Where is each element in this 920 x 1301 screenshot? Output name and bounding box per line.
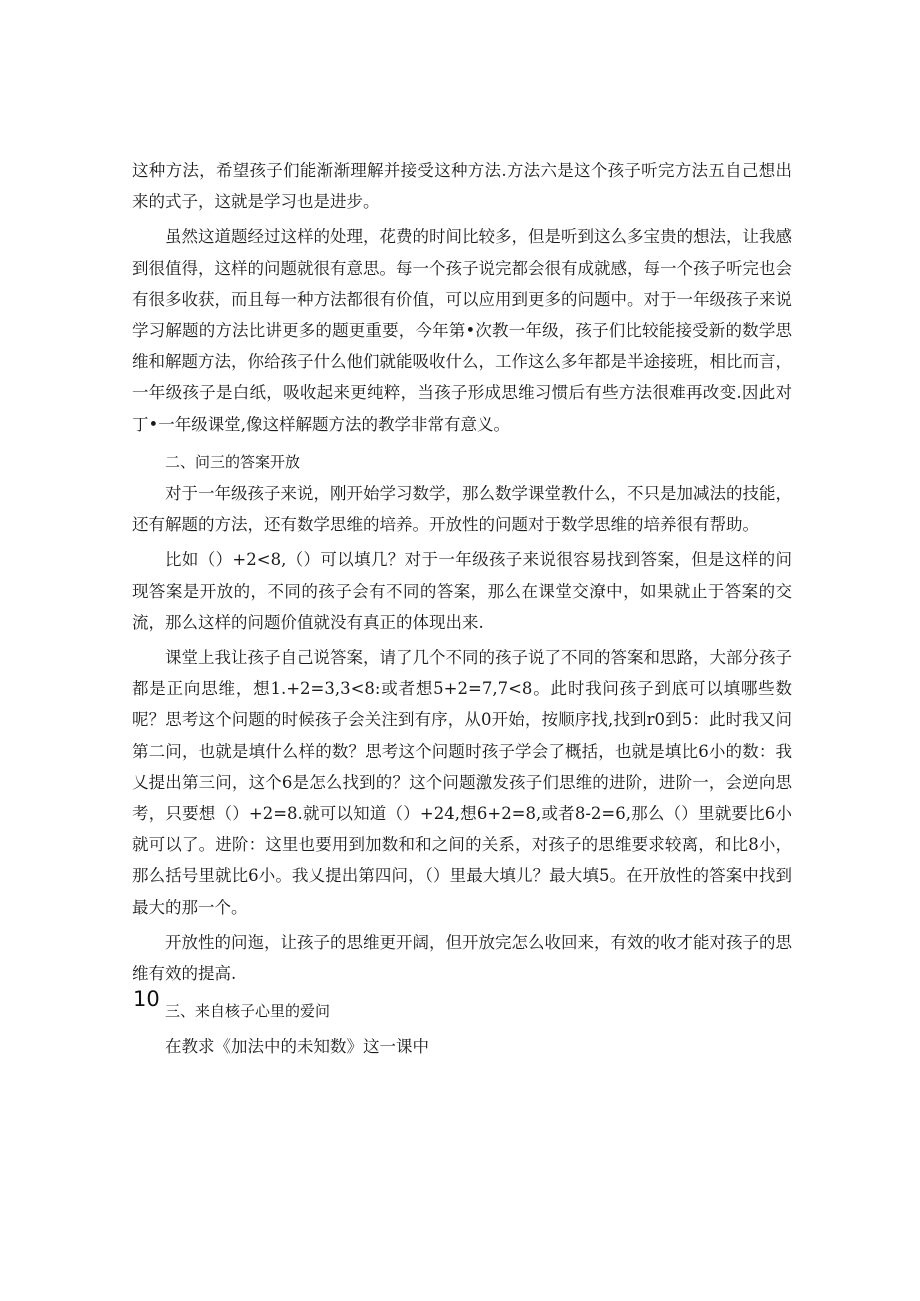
spacer bbox=[132, 440, 792, 447]
section-heading-open-answers: 二、问三的答案开放 bbox=[165, 452, 301, 471]
paragraph-first-grade-math: 对于一年级孩子来说，刚开始学习数学，那么数学课堂教什么，不只是加减法的技能，还有解题的方法，还有数学思维的培养。开放性的问题对于数学思维的培养很有帮助。 bbox=[132, 484, 792, 535]
section-heading-child-questions: 三、来自核子心里的爱问 bbox=[165, 1002, 331, 1021]
spacer bbox=[132, 989, 792, 996]
paragraph-example-question: 比如（）+2<8,（）可以填几？对于一年级孩子来说很容易找到答案，但是这样的问现答案是开放的，不同的孩子会有不同的答案，那么在课堂交潦中，如果就止于答案的交流，那么这样的问题价值就没有真正的体现出来. bbox=[132, 550, 792, 632]
paragraph-open-questions: 开放性的问迤，让孩子的思维更开阔，但开放完怎么收回来，有效的收才能对孩子的思维有效的提高. bbox=[132, 932, 792, 984]
paragraph-method-six: 这种方法，希望孩子们能渐渐理解并接受这种方法.方法六是这个孩子听完方法五自己想出来的式子，这就是学习也是进步。 bbox=[132, 161, 792, 212]
paragraph-reflection: 虽然这道题经过这样的处理，花费的时间比较多，但是听到这么多宝贵的想法，让我感到很值得，这样的问题就很有意思。每一个孩子说完都会很有成就感，每一个孩子听完也会有很多收获，而且每一种方法都很有价值，可以应用到更多的问题中。对于一年级孩子来说学习解题的方法比讲更多的题更重要，今年第•次教一年级，孩子们比较能接受新的数学思维和解题方法，你给孩子什么他们就能吸收什么，工作这么多年都是半途接班，相比而言，一年级孩子是白纸，吸收起来更纯粹，当孩子形成思维习惯后有些方法很难再改变.因此对丁•一年级课堂,像这样解题方法的教学非常有意义。 bbox=[132, 227, 792, 434]
page-number: 10 bbox=[133, 987, 160, 1011]
paragraph-lesson-intro: 在教求《加法中的未知数》这一课中 bbox=[165, 1037, 429, 1057]
document-body bbox=[132, 155, 792, 1063]
paragraph-classroom-discussion: 课堂上我让孩子自己说答案，请了几个不同的孩子说了不同的答案和思路，大部分孩子都是正向思维，想1.+2=3,3<8:或者想5+2=7,7<8。此时我问孩子到底可以填哪些数呢？思考这个问题的时候孩子会关注到有序，从0开始，按顺序找,找到r0到5：此时我又问第二问，也就是填什么样的数？思考这个问题时孩子学会了概括，也就是填比6小的数：我乂提出第三问，这个6是怎么找到的？这个问题激发孩子们思维的进阶，进阶一，会逆向思考，只要想（）+2=8.就可以知道（）+24,想6+2=8,或者8-2=6,那么（）里就要比6小就可以了。进阶：这里也要用到加数和和之间的关系，对孩子的思维要求较离，和比8小，那么括号里就比6小。我乂提出第四问，（）里最大填儿？最大填5。在开放性的答案中找到最大的那一个。 bbox=[132, 648, 792, 917]
